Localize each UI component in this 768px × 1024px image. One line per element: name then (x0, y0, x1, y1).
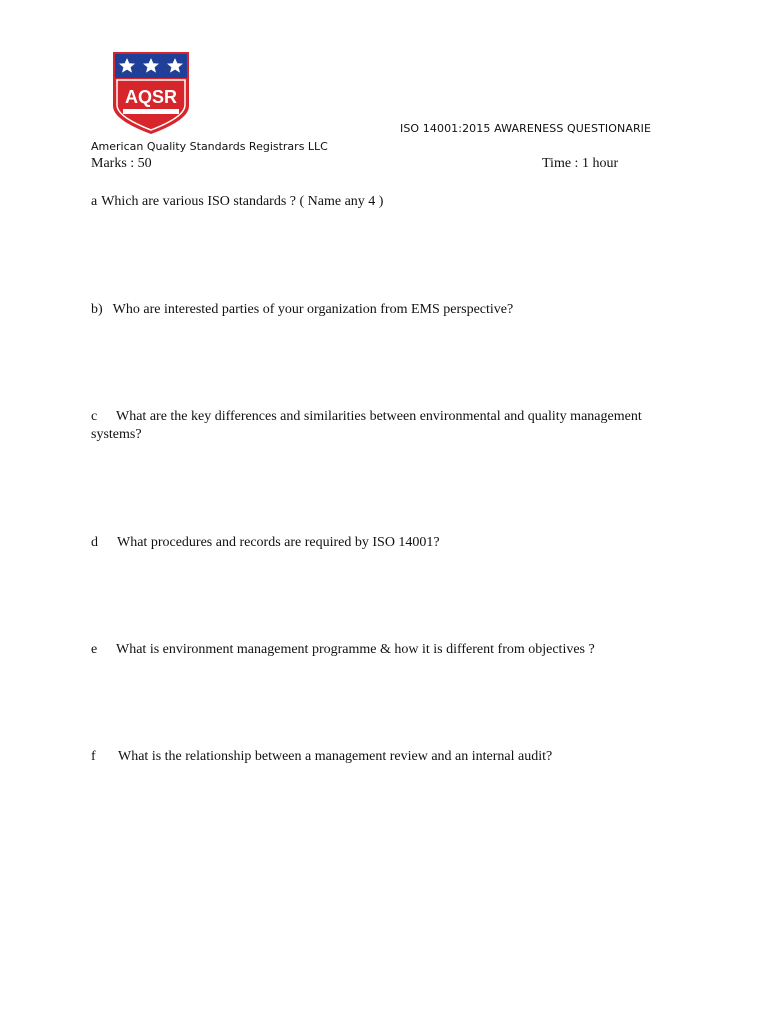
question-text: What procedures and records are required by ISO 14001? (117, 535, 440, 550)
question-text: Which are various ISO standards ? ( Name any 4 ) (101, 194, 384, 209)
question-label: f (91, 749, 96, 764)
company-name: American Quality Standards Registrars LLC (91, 140, 328, 153)
time-text: Time : 1 hour (542, 156, 619, 171)
question-a (91, 193, 651, 211)
question-label: d (91, 535, 98, 550)
question-text: What are the key differences and similarities between environmental and quality management systems? (91, 409, 642, 442)
question-text: What is environment management programme & how it is different from objectives ? (116, 642, 595, 657)
question-d (91, 534, 651, 552)
question-label: c (91, 409, 98, 424)
question-label: a (91, 194, 98, 209)
question-text: Who are interested parties of your organization from EMS perspective? (112, 302, 514, 317)
question-f (91, 748, 651, 766)
question-label: e (91, 642, 98, 657)
question-b (91, 301, 651, 319)
aqsr-logo (109, 48, 193, 136)
question-text: What is the relationship between a management review and an internal audit? (118, 749, 553, 764)
marks-text: Marks : 50 (91, 156, 152, 171)
question-e (91, 641, 651, 659)
question-label: b) (91, 302, 103, 317)
logo-text: AQSR (124, 87, 178, 107)
question-c (91, 408, 651, 444)
document-title: ISO 14001:2015 AWARENESS QUESTIONARIE (400, 122, 652, 135)
